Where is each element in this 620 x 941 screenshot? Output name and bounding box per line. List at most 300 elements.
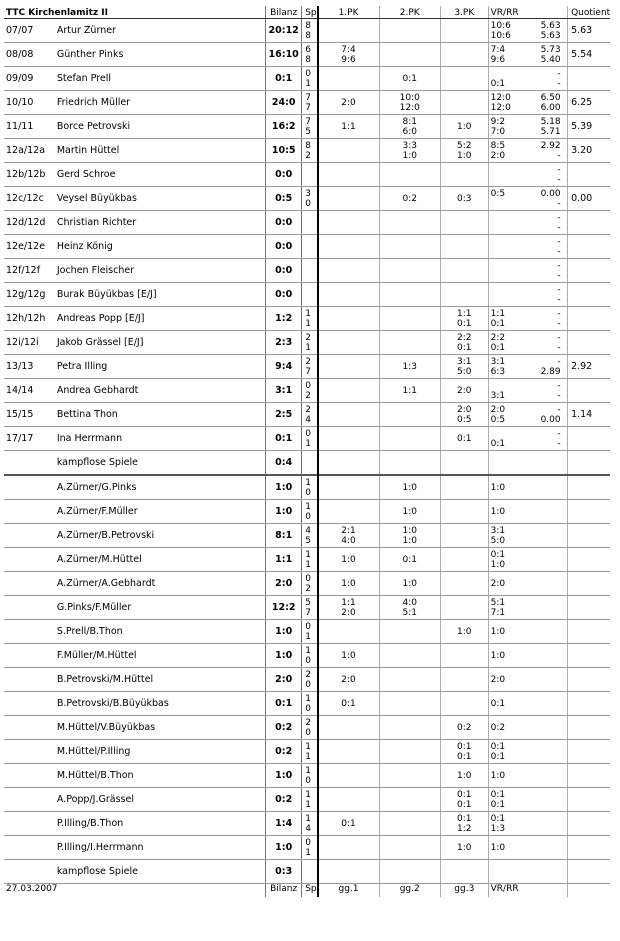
player-name: Andrea Gebhardt — [55, 379, 266, 403]
player-row — [4, 91, 610, 115]
player-name: Martin Hüttel — [55, 139, 266, 163]
player-row — [4, 259, 610, 283]
vrrr-grid — [491, 598, 565, 618]
doubles-row — [4, 644, 610, 668]
player-sp — [302, 451, 318, 476]
doubles-bilanz: 0:1 — [266, 692, 302, 716]
kampflos-label: kampflose Spiele — [55, 860, 266, 884]
pk1-value: 0:1 — [341, 818, 356, 829]
sp-value: 1 — [305, 559, 311, 570]
player-sp — [302, 259, 318, 283]
doubles-quotient — [568, 812, 610, 836]
pk3-value: 1:0 — [457, 121, 472, 132]
pk2-value: 10:0 — [399, 92, 420, 103]
pk1-value: 1:0 — [341, 554, 356, 565]
player-pk3 — [440, 427, 488, 451]
sp-value: 8 — [305, 140, 311, 151]
pk1-value: 7:4 — [341, 44, 356, 55]
pk1-value: 1:0 — [341, 650, 356, 661]
vrrr-grid — [491, 45, 565, 65]
player-row — [4, 67, 610, 91]
sp-value: 1 — [305, 318, 311, 329]
player-vrrr — [488, 331, 567, 355]
vrrr-grid — [491, 237, 565, 257]
q-value — [527, 550, 563, 560]
vr-value: 2:0 — [490, 404, 506, 415]
player-name: Heinz König — [55, 235, 266, 259]
player-name: Petra Illing — [55, 355, 266, 379]
q-value: - — [557, 438, 561, 449]
vr-value: 1:0 — [490, 842, 506, 853]
doubles-pk2 — [379, 572, 440, 596]
vr-value: 2:0 — [490, 150, 506, 161]
vr-value: 9:6 — [490, 54, 506, 65]
doubles-spacer — [4, 788, 55, 812]
q-value — [527, 742, 563, 752]
player-vrrr — [488, 235, 567, 259]
doubles-row — [4, 836, 610, 860]
doubles-name: F.Müller/M.Hüttel — [55, 644, 266, 668]
doubles-spacer — [4, 475, 55, 500]
q-value: - — [557, 428, 561, 439]
player-name: Burak Büyükbas [E/J] — [55, 283, 266, 307]
vr-value — [491, 271, 527, 281]
vr-value: 1:1 — [490, 308, 506, 319]
pk3-value: 2:0 — [457, 404, 472, 415]
player-pk3 — [440, 451, 488, 476]
doubles-spacer — [4, 860, 55, 884]
doubles-pk3 — [440, 716, 488, 740]
sp-value: 0 — [305, 487, 311, 498]
pk2-value: 6:0 — [402, 126, 417, 137]
doubles-sp — [302, 644, 318, 668]
doubles-pk1 — [318, 500, 379, 524]
player-name: Günther Pinks — [55, 43, 266, 67]
player-row — [4, 211, 610, 235]
doubles-quotient — [568, 596, 610, 620]
doubles-vrrr — [488, 644, 567, 668]
player-sp — [302, 139, 318, 163]
vr-value: 0:1 — [490, 438, 506, 449]
doubles-pk2 — [379, 812, 440, 836]
doubles-spacer — [4, 668, 55, 692]
q-value: - — [557, 294, 561, 305]
player-bilanz: 3:1 — [266, 379, 302, 403]
player-vrrr — [488, 139, 567, 163]
pk2-value: 0:1 — [402, 73, 417, 84]
doubles-pk2 — [379, 668, 440, 692]
doubles-row — [4, 596, 610, 620]
pk1-value: 2:0 — [341, 674, 356, 685]
q-value — [527, 723, 563, 733]
doubles-pk2 — [379, 836, 440, 860]
q-value: - — [557, 342, 561, 353]
vr-value: 1:3 — [490, 823, 506, 834]
vr-value: 3:1 — [490, 390, 506, 401]
player-bilanz: 10:5 — [266, 139, 302, 163]
doubles-bilanz: 2:0 — [266, 668, 302, 692]
q-value: - — [557, 356, 561, 367]
doubles-row — [4, 548, 610, 572]
q-value — [527, 790, 563, 800]
player-bilanz: 0:4 — [266, 451, 302, 476]
player-pk2 — [379, 403, 440, 427]
vrrr-grid — [491, 579, 565, 589]
player-number: 12f/12f — [4, 259, 55, 283]
player-pk3 — [440, 67, 488, 91]
player-number — [4, 451, 55, 476]
footer-gg2: gg.2 — [379, 884, 440, 898]
vr-value — [491, 213, 527, 223]
doubles-spacer — [4, 572, 55, 596]
doubles-pk3 — [440, 692, 488, 716]
vr-value: 7:1 — [490, 607, 506, 618]
player-bilanz: 0:0 — [266, 235, 302, 259]
player-quotient — [568, 259, 610, 283]
q-value: - — [557, 174, 561, 185]
player-pk2 — [379, 307, 440, 331]
sp-value: 5 — [305, 597, 311, 608]
player-pk1 — [318, 331, 379, 355]
player-vrrr — [488, 427, 567, 451]
player-row — [4, 19, 610, 43]
doubles-bilanz: 0:2 — [266, 788, 302, 812]
player-pk1 — [318, 307, 379, 331]
player-quotient — [568, 283, 610, 307]
player-bilanz: 16:2 — [266, 115, 302, 139]
doubles-spacer — [4, 812, 55, 836]
player-vrrr — [488, 211, 567, 235]
player-row — [4, 451, 610, 476]
vrrr-grid — [491, 117, 565, 137]
q-value — [527, 560, 563, 570]
player-pk1 — [318, 19, 379, 43]
doubles-name: B.Petrovski/B.Büyükbas — [55, 692, 266, 716]
player-pk2 — [379, 91, 440, 115]
player-row — [4, 115, 610, 139]
player-pk2 — [379, 451, 440, 476]
pk3-value: 1:0 — [457, 842, 472, 853]
doubles-pk3 — [440, 740, 488, 764]
player-row — [4, 235, 610, 259]
q-value: - — [557, 236, 561, 247]
player-bilanz: 0:0 — [266, 211, 302, 235]
player-number: 12e/12e — [4, 235, 55, 259]
vr-value — [491, 175, 527, 185]
doubles-sp — [302, 475, 318, 500]
singles-section — [4, 19, 610, 476]
player-number: 12c/12c — [4, 187, 55, 211]
q-value: - — [557, 212, 561, 223]
doubles-spacer — [4, 764, 55, 788]
pk3-value: 1:0 — [457, 150, 472, 161]
q-value: 5.63 — [540, 20, 561, 31]
vrrr-grid — [491, 550, 565, 570]
doubles-pk3 — [440, 644, 488, 668]
sp-value: 1 — [305, 631, 311, 642]
player-pk3 — [440, 259, 488, 283]
doubles-vrrr — [488, 764, 567, 788]
player-name: Ina Herrmann — [55, 427, 266, 451]
vr-value: 1:0 — [490, 559, 506, 570]
player-bilanz: 0:1 — [266, 67, 302, 91]
kampflos-pk1 — [318, 860, 379, 884]
vrrr-grid — [491, 814, 565, 834]
doubles-row — [4, 692, 610, 716]
player-number: 15/15 — [4, 403, 55, 427]
pk3-value: 1:1 — [457, 308, 472, 319]
doubles-quotient — [568, 716, 610, 740]
q-value: - — [557, 164, 561, 175]
doubles-spacer — [4, 836, 55, 860]
pk2-value: 0:1 — [402, 554, 417, 565]
kampflos-sp — [302, 860, 318, 884]
player-number: 14/14 — [4, 379, 55, 403]
header-bilanz: Bilanz — [266, 6, 302, 19]
player-quotient: 5.54 — [568, 43, 610, 67]
doubles-sp — [302, 524, 318, 548]
doubles-spacer — [4, 548, 55, 572]
player-quotient — [568, 331, 610, 355]
doubles-pk1 — [318, 668, 379, 692]
player-sp — [302, 331, 318, 355]
q-value — [527, 579, 563, 589]
vrrr-grid — [491, 189, 565, 209]
q-value — [527, 608, 563, 618]
vr-value — [491, 247, 527, 257]
player-sp — [302, 187, 318, 211]
vr-value — [491, 295, 527, 305]
player-pk3 — [440, 331, 488, 355]
player-pk3 — [440, 211, 488, 235]
doubles-spacer — [4, 500, 55, 524]
vr-value: 9:2 — [490, 116, 506, 127]
player-vrrr — [488, 403, 567, 427]
player-pk2 — [379, 19, 440, 43]
sp-value: 5 — [305, 535, 311, 546]
doubles-sp — [302, 572, 318, 596]
doubles-sp — [302, 716, 318, 740]
doubles-name: A.Zürner/F.Müller — [55, 500, 266, 524]
vr-value: 0:2 — [490, 722, 506, 733]
sp-value: 1 — [305, 847, 311, 858]
pk3-value: 0:1 — [457, 799, 472, 810]
pk2-value: 1:0 — [402, 150, 417, 161]
player-sp — [302, 19, 318, 43]
player-pk1 — [318, 163, 379, 187]
doubles-quotient — [568, 836, 610, 860]
sp-value: 0 — [305, 655, 311, 666]
vrrr-grid — [491, 309, 565, 329]
doubles-vrrr — [488, 572, 567, 596]
player-pk3 — [440, 379, 488, 403]
vrrr-grid — [491, 93, 565, 113]
vr-value: 0:1 — [490, 549, 506, 560]
player-pk3 — [440, 283, 488, 307]
doubles-name: B.Petrovski/M.Hüttel — [55, 668, 266, 692]
doubles-pk3 — [440, 548, 488, 572]
doubles-name: M.Hüttel/P.Illing — [55, 740, 266, 764]
pk2-value: 1:0 — [402, 482, 417, 493]
doubles-name: G.Pinks/F.Müller — [55, 596, 266, 620]
player-pk2 — [379, 283, 440, 307]
sp-value: 1 — [305, 765, 311, 776]
doubles-bilanz: 1:0 — [266, 644, 302, 668]
header-row — [4, 6, 610, 19]
player-pk3 — [440, 355, 488, 379]
doubles-spacer — [4, 524, 55, 548]
player-row — [4, 355, 610, 379]
player-pk2 — [379, 259, 440, 283]
pk2-value: 12:0 — [399, 102, 420, 113]
vrrr-grid — [491, 526, 565, 546]
sp-value: 3 — [305, 188, 311, 199]
player-row — [4, 43, 610, 67]
doubles-bilanz: 1:1 — [266, 548, 302, 572]
sp-value: 2 — [305, 390, 311, 401]
doubles-vrrr — [488, 716, 567, 740]
sp-value: 1 — [305, 645, 311, 656]
doubles-vrrr — [488, 500, 567, 524]
vrrr-grid — [491, 723, 565, 733]
player-sp — [302, 91, 318, 115]
statistics-table — [4, 6, 610, 897]
q-value — [527, 824, 563, 834]
vr-value: 0:5 — [490, 188, 506, 199]
doubles-name: A.Zürner/M.Hüttel — [55, 548, 266, 572]
header-sp: Sp. — [302, 6, 318, 19]
vr-value — [491, 285, 527, 295]
sp-value: 0 — [305, 573, 311, 584]
team-statistics — [4, 6, 610, 897]
player-name: Gerd Schroe — [55, 163, 266, 187]
pk3-value: 1:0 — [457, 626, 472, 637]
doubles-pk2 — [379, 524, 440, 548]
pk2-value: 1:0 — [402, 535, 417, 546]
doubles-section — [4, 475, 610, 884]
doubles-pk1 — [318, 644, 379, 668]
pk3-value: 0:1 — [457, 318, 472, 329]
doubles-quotient — [568, 740, 610, 764]
player-quotient: 6.25 — [568, 91, 610, 115]
doubles-row — [4, 500, 610, 524]
sp-value: 2 — [305, 404, 311, 415]
player-pk1 — [318, 187, 379, 211]
doubles-pk2 — [379, 500, 440, 524]
doubles-vrrr — [488, 548, 567, 572]
q-value: - — [557, 318, 561, 329]
doubles-pk2 — [379, 740, 440, 764]
sp-value: 0 — [305, 511, 311, 522]
doubles-pk2 — [379, 475, 440, 500]
player-number: 12a/12a — [4, 139, 55, 163]
player-sp — [302, 403, 318, 427]
doubles-name: A.Zürner/A.Gebhardt — [55, 572, 266, 596]
doubles-pk1 — [318, 524, 379, 548]
doubles-spacer — [4, 716, 55, 740]
sp-value: 8 — [305, 54, 311, 65]
player-quotient: 2.92 — [568, 355, 610, 379]
sp-value: 7 — [305, 607, 311, 618]
player-sp — [302, 115, 318, 139]
sp-value: 0 — [305, 727, 311, 738]
pk2-value: 8:1 — [402, 116, 417, 127]
player-vrrr — [488, 43, 567, 67]
sp-value: 5 — [305, 126, 311, 137]
player-pk1 — [318, 43, 379, 67]
vr-value: 1:0 — [490, 650, 506, 661]
pk3-value: 5:2 — [457, 140, 472, 151]
doubles-pk1 — [318, 620, 379, 644]
player-bilanz: 0:0 — [266, 163, 302, 187]
q-value: - — [557, 284, 561, 295]
pk2-value: 1:3 — [402, 361, 417, 372]
sp-value: 1 — [305, 789, 311, 800]
vrrr-grid — [491, 165, 565, 185]
player-row — [4, 307, 610, 331]
vr-value — [491, 165, 527, 175]
player-pk1 — [318, 451, 379, 476]
player-bilanz: 0:1 — [266, 427, 302, 451]
sp-value: 6 — [305, 44, 311, 55]
vrrr-grid — [491, 843, 565, 853]
doubles-name: S.Prell/B.Thon — [55, 620, 266, 644]
doubles-spacer — [4, 596, 55, 620]
doubles-pk1 — [318, 692, 379, 716]
player-number: 11/11 — [4, 115, 55, 139]
pk3-value: 0:1 — [457, 741, 472, 752]
player-pk1 — [318, 403, 379, 427]
vr-value: 7:0 — [490, 126, 506, 137]
sp-value: 1 — [305, 751, 311, 762]
vr-value: 12:0 — [490, 102, 511, 113]
player-bilanz: 2:3 — [266, 331, 302, 355]
vr-value — [491, 69, 527, 79]
vrrr-grid — [491, 699, 565, 709]
player-pk2 — [379, 235, 440, 259]
sp-value: 2 — [305, 332, 311, 343]
doubles-pk3 — [440, 620, 488, 644]
doubles-pk2 — [379, 788, 440, 812]
pk3-value: 1:0 — [457, 770, 472, 781]
player-number: 13/13 — [4, 355, 55, 379]
doubles-spacer — [4, 692, 55, 716]
vrrr-grid — [491, 213, 565, 233]
vrrr-grid — [491, 483, 565, 493]
vrrr-grid — [491, 21, 565, 41]
doubles-bilanz: 8:1 — [266, 524, 302, 548]
doubles-pk2 — [379, 620, 440, 644]
player-quotient — [568, 163, 610, 187]
doubles-quotient — [568, 668, 610, 692]
sp-value: 1 — [305, 342, 311, 353]
player-name: Stefan Prell — [55, 67, 266, 91]
vr-value — [491, 261, 527, 271]
doubles-pk1 — [318, 836, 379, 860]
vrrr-grid — [491, 790, 565, 810]
player-pk3 — [440, 163, 488, 187]
player-pk2 — [379, 379, 440, 403]
pk2-value: 1:1 — [402, 385, 417, 396]
player-pk3 — [440, 187, 488, 211]
vr-value: 1:0 — [490, 770, 506, 781]
sp-value: 0 — [305, 380, 311, 391]
kampflos-pk3 — [440, 860, 488, 884]
sp-value: 7 — [305, 102, 311, 113]
player-bilanz: 2:5 — [266, 403, 302, 427]
pk1-value: 0:1 — [341, 698, 356, 709]
kampflos-quotient — [568, 860, 610, 884]
